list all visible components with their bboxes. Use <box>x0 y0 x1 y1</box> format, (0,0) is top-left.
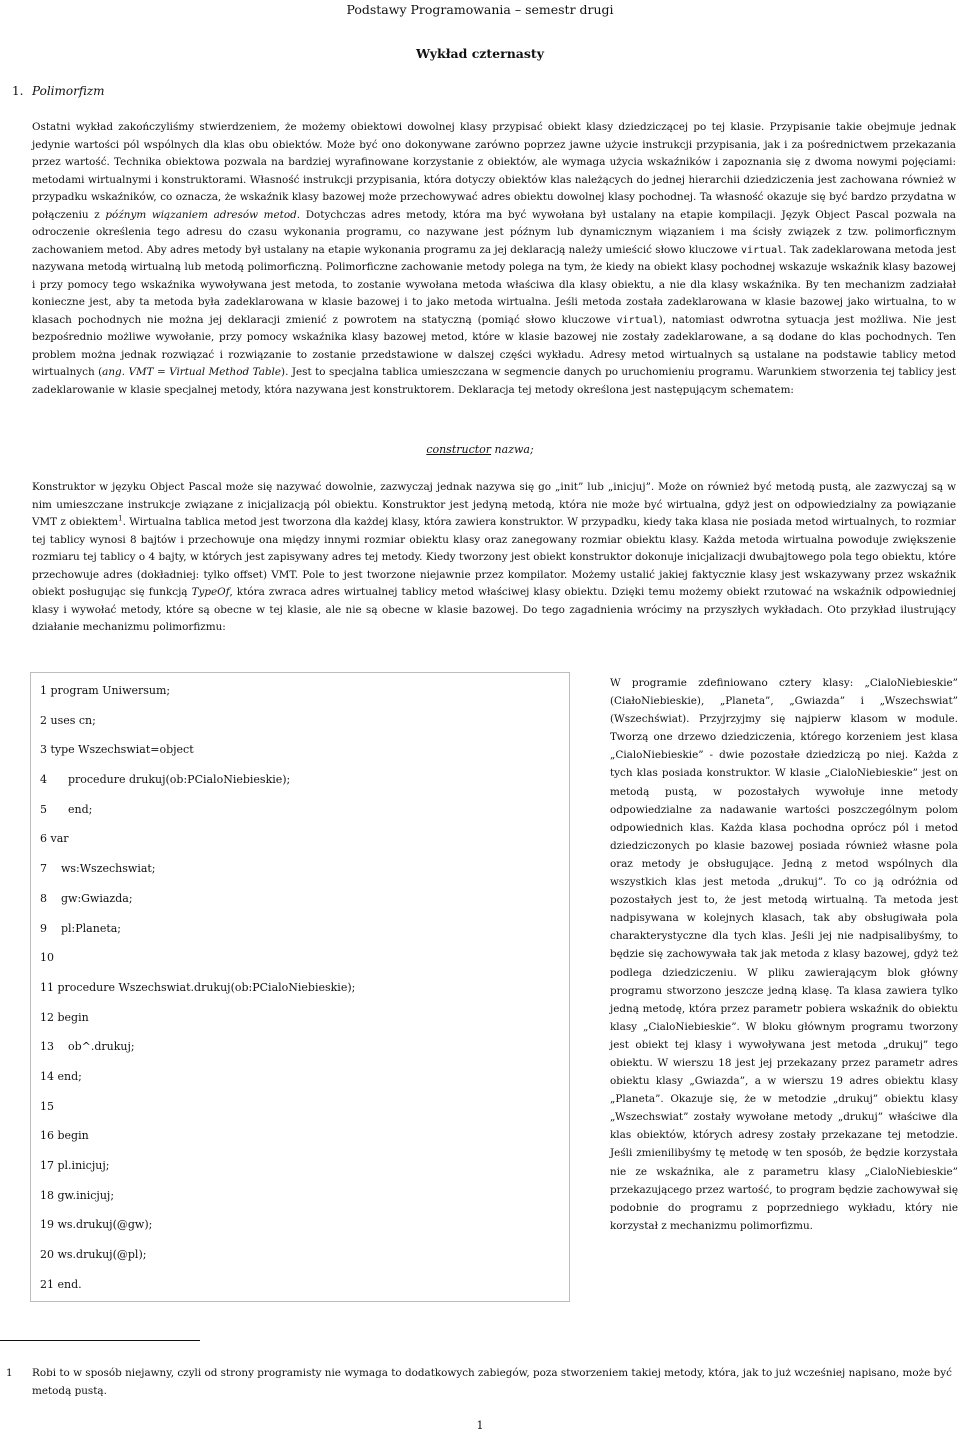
code-line: 21 end. <box>40 1277 82 1291</box>
code-line: 16 begin <box>40 1129 89 1143</box>
code-line: 7 ws:Wszechswiat; <box>40 862 156 876</box>
section-heading <box>12 84 105 98</box>
virtual-keyword-2: virtual <box>616 314 659 326</box>
running-header: Podstawy Programowania – semestr drugi <box>346 2 614 17</box>
code-line: 14 end; <box>40 1069 82 1083</box>
code-line: 19 ws.drukuj(@gw); <box>40 1218 153 1232</box>
footnote-number: 1 <box>6 1367 13 1379</box>
code-line: 3 type Wszechswiat=object <box>40 743 194 757</box>
intro-paragraph <box>32 119 956 399</box>
intro-text-5: ). Jest to specjalna tablica umieszczana w segmencie danych po uruchomieniu programu. Warunkiem stworzenia tej tablicy jest zadeklarowanie w klasie specjalnej metody, która nazywana jest konstruktorem. Deklaracja tej metody określona jest następującym schematem: <box>32 366 956 396</box>
intro-text-4: ), natomiast odwrotna sytuacja jest możliwa. Nie jest bezpośrednio możliwe wywołanie, przy pomocy wskaźnika klasy bazowej metod, które w klasie bazowej nie zostały zadeklarowane, a są dodane do klas pochodnych. Ten problem można jednak rozwiązać i rozwiązanie to zostanie przedstawione w dalszej części wykładu. Adresy metod wirtualnych są ustalane na podstawie tablicy metod wirtualnych ( <box>32 313 957 378</box>
code-line: 2 uses cn; <box>40 713 96 727</box>
code-line: 17 pl.inicjuj; <box>40 1159 110 1172</box>
virtual-keyword: virtual <box>740 244 784 256</box>
footnote-text: Robi to w sposób niejawny, czyli od strony programisty nie wymaga to dodatkowych zabiegów, poza stworzeniem takiej metody, która, jak to już wcześniej napisano, może być metodą pustą. <box>32 1367 952 1397</box>
section-number: 1. <box>12 84 24 98</box>
code-line: 18 gw.inicjuj; <box>40 1188 115 1202</box>
footnote <box>0 1364 960 1400</box>
constructor-keyword: constructor <box>426 443 492 456</box>
code-line: 20 ws.drukuj(@pl); <box>40 1248 147 1262</box>
code-line: 4 procedure drukuj(ob:PCialoNiebieskie); <box>40 773 291 787</box>
intro-text-2: . Dotychczas adres metody, która ma być wywołana był ustalany na etapie kompilacji. Język Object Pascal pozwala na odroczenie określenia tego adresu do czasu wykonania programu, co nazywane jest późnym lub dynamicznym wiązaniem i ma ścisły związek z tzw. polimorficznym zachowaniem metod. Aby adres metody był ustalany na etapie wykonania programu za jej deklaracją należy umieścić słowo kluczowe <box>32 208 956 256</box>
code-line: 15 <box>40 1099 54 1113</box>
code-line: 8 gw:Gwiazda; <box>40 891 133 905</box>
code-line: 11 procedure Wszechswiat.drukuj(ob:PCialoNiebieskie); <box>40 980 356 994</box>
code-line: 6 var <box>40 832 69 846</box>
after-text-3: , która zwraca adres wirtualnej tablicy metod właściwej klasy obiektu. Dzięki temu możemy obiekt rzutować na wskaźnik odpowiedniej klasy i wywołać metody, które są obecne w tej klasie, ale nie są obecne w klasie bazowej. Do tego zagadnienia wrócimy na przyszłych wykładach. Oto przykład ilustrujący działanie mechanizmu polimorfizmu: <box>32 586 957 633</box>
constructor-rest: nazwa; <box>491 443 534 456</box>
section-title: Polimorfizm <box>32 84 105 98</box>
code-line: 13 ob^.drukuj; <box>40 1040 135 1054</box>
code-line: 1 program Uniwersum; <box>40 684 171 697</box>
footnote-divider <box>0 1340 200 1341</box>
intro-text-1: Ostatni wykład zakończyliśmy stwierdzeniem, że możemy obiektowi dowolnej klasy przypisać obiekt klasy dziedziczącej po tej klasie. Przypisanie takie obejmuje jednak jedynie wartości pól wspólnych dla klas obu obiektów. Może być ono dokonywane zarówno poprzez jawne użycie instrukcji przypisania, jak i za pośrednictwem przekazania przez wartość. Technika obiektowa pozwala na bardziej wyrafinowane korzystanie z obiektów, ale wymaga użycia wskaźników i zapoznania się z dwoma nowymi pojęciami: metodami wirtualnymi i konstruktorami. Własność instrukcji przypisania, która dotyczy obiektów klas należących do jednej hierarchii dziedziczenia jest zachowana również w przypadku wskaźników, co oznacza, że wskaźnik klasy bazowej może przechowywać adres obiektu dowolnej klasy pochodnej. Ta własność okazuje się być bardzo przydatna w połączeniu z <box>32 121 956 221</box>
code-line: 9 pl:Planeta; <box>40 921 122 935</box>
vmt-term: ang. VMT = Virtual Method Table <box>102 366 282 378</box>
footnote-ref[interactable]: 1 <box>118 514 123 523</box>
late-binding-term: późnym wiązaniem adresów metod <box>105 208 297 221</box>
code-line: 12 begin <box>40 1010 89 1024</box>
code-line: 10 <box>40 951 54 965</box>
after-text-2: . Wirtualna tablica metod jest tworzona dla każdej klasy, która zawiera konstruktor. W przypadku, kiedy taka klasa nie posiada metod wirtualnych, to rozmiar tej tablicy wynosi 8 bajtów i przechowuje ona między innymi rozmiar obiektu klasy oraz zanegowany rozmiar obiektu klasy. Każda metoda wirtualna powoduje zwiększenie rozmiaru tej tablicy o 4 bajty, w których jest zapisywany adres tej metody. Kiedy tworzony jest obiekt konstruktor dokonuje inicjalizacji dwubajtowego pola tego obiektu, które przechowuje adres (dokładniej: tylko offset) VMT. Pole to jest tworzone niejawnie przez kompilator. Możemy ustalić jakiej faktycznie klasy jest wskazywany przez wskaźnik obiekt posługując się funkcją <box>32 516 957 598</box>
page-number: 1 <box>476 1419 484 1432</box>
code-listing <box>30 672 570 1302</box>
after-text-1: Konstruktor w języku Object Pascal może się nazywać dowolnie, zazwyczaj jednak nazywa się go „init” lub „inicjuj”. Może on również być metodą pustą, ale zazwyczaj są w nim umieszczane instrukcje związane z inicjalizacją pól obiektu. Konstruktor jest jedyną metodą, która nie może być wirtualna, gdyż jest on odpowiedzialny za powiązanie VMT z obiektem <box>32 481 956 528</box>
code-line: 5 end; <box>40 802 93 816</box>
program-explanation: W programie zdefiniowano cztery klasy: „CialoNiebieskie” (CiałoNiebieskie), „Planeta”, „Gwiazda” i „Wszechswiat” (Wszechświat). Przyjrzyjmy się najpierw klasom w module. Tworzą one drzewo dziedziczenia, którego korzeniem jest klasa „CialoNiebieskie” - dwie pozostałe dziedziczą po niej. Każda z tych klas posiada konstruktor. W klasie „CialoNiebieskie” jest on metodą pustą, w pozostałych wywołuje inne metody odpowiedzialne za nadawanie wartości poszczególnym polom odpowiednich klas. Każda klasa pochodna oprócz pól i metod dziedziczonych po klasie bazowej posiada również własne pola oraz metody je obsługujące. Jedną z metod wspólnych dla wszystkich klas jest metoda „drukuj”. To co ją odróżnia od pozostałych jest to, że jest metodą wirtualną. Ta metoda jest nadpisywana w kolejnych klasach, tak aby obsługiwała pola charakterystyczne dla tych klas. Jeśli jej nie nadpisalibyśmy, to będzie się zachowywała tak jak metoda z klasy bazowej, gdyż też podlega dziedziczeniu. W pliku zawierającym blok główny programu stworzono jeszcze jedną klasę. Ta klasa zawiera tylko jedną metodę, która przez parametr pobiera wskaźnik do obiektu klasy „CialoNiebieskie”. W bloku głównym programu tworzony jest obiekt tej klasy i wywoływana jest metoda „drukuj” tego obiektu. W wierszu 18 jest jej przekazany przez parametr adres obiektu klasy „Gwiazda”, a w wierszu 19 adres obiektu klasy „Planeta”. Okazuje się, że w metodzie „drukuj” obiektu klasy „Wszechswiat” zostały wywołane metody „drukuj” właściwe dla klas obiektów, których adresy zostały przekazane tej metodzie. Jeśli zmienilibyśmy tę metodę w ten sposób, że będzie korzystała nie ze wskaźnika, ale z parametru klasy „CialoNiebieskie” przekazującego przez wartość, to program będzie zachowywał się podobnie do programu z poprzedniego wykładu, który nie korzystał z mechanizmu polimorfizmu. <box>610 677 958 1232</box>
constructor-paragraph <box>32 479 956 637</box>
typeof-term: TypeOf <box>191 586 230 598</box>
intro-text-3: . Tak zadeklarowana metoda jest nazywana metodą wirtualną lub metodą polimorficzną. Polimorficzne zachowanie metody polega na tym, że kiedy na obiekt klasy pochodnej wskazuje wskaźnik klasy bazowej i przy pomocy tego wskaźnika wywoływana jest metoda, to zostanie wywołana metoda właściwa dla klasy obiektu, a nie dla klasy wskaźnika. By ten mechanizm zadziałał konieczne jest, aby ta metoda była zadeklarowana w klasie bazowej i to jako metoda wirtualna. Jeśli metoda została zadeklarowana w klasie bazowej jako wirtualna, to w klasach pochodnych nie można jej deklaracji zmienić z powrotem na statyczną (pomiąć słowo kluczowe <box>32 243 956 326</box>
lecture-title: Wykład czternasty <box>416 46 544 61</box>
constructor-schema <box>0 443 960 456</box>
